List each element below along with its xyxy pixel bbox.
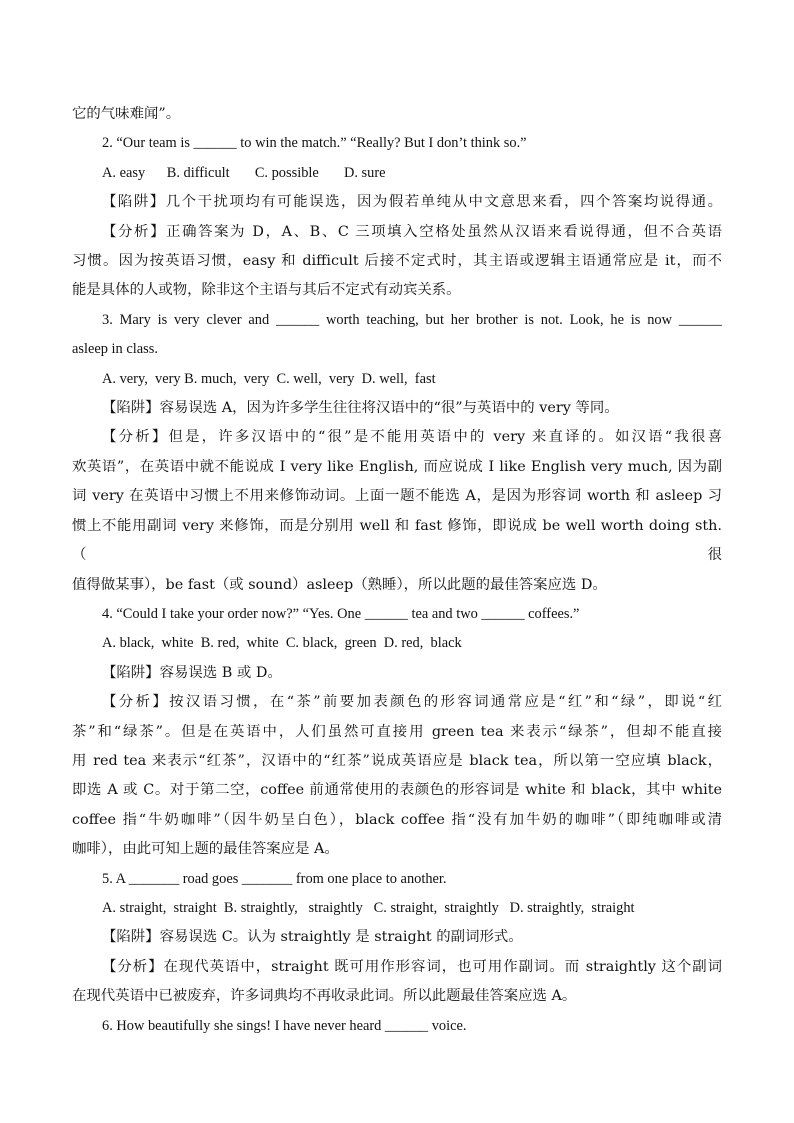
question-3-options: A. very, very B. much, very C. well, very D. well, fast (102, 370, 436, 387)
text-line: 它的气味难闻”。 (72, 106, 181, 122)
analysis-4-line-6: 咖啡），由此可知上题的最佳答案应是 A。 (72, 841, 339, 858)
analysis-3-line-4: 惯上不能用副词 very 来修饰，而是分别用 well 和 fast 修饰，即说成 be well worth doing sth.（很 (72, 517, 722, 564)
trap-note-3: 【陷阱】容易误选 A，因为许多学生往往将汉语中的“很”与英语中的 very 等同。 (102, 400, 619, 417)
analysis-5-line-2: 在现代英语中已被废弃，许多词典均不再收录此词。所以此题最佳答案应选 A。 (72, 988, 577, 1005)
analysis-2-line-3: 能是具体的人或物，除非这个主语与其后不定式有动宾关系。 (72, 282, 461, 299)
question-5: 5. A _______ road goes _______ from one place to another. (102, 870, 447, 887)
analysis-4-line-2: 茶”和“绿茶”。但是在英语中，人们虽然可直接用 green tea 来表示“绿茶”，但却不能直接 (72, 723, 722, 740)
analysis-2-line-1: 【分析】正确答案为 D，A、B、C 三项填入空格处虽然从汉语来看说得通，但不合英语 (102, 223, 722, 240)
analysis-3-line-1: 【分析】但是，许多汉语中的“很”是不能用英语中的 very 来直译的。如汉语“我很喜 (102, 429, 722, 446)
question-4: 4. “Could I take your order now?” “Yes. One ______ tea and two ______ coffees.” (102, 605, 580, 622)
analysis-4-line-5: coffee 指“牛奶咖啡”（因牛奶呈白色），black coffee 指“没有加牛奶的咖啡”（即纯咖啡或清 (72, 811, 722, 828)
analysis-3-line-2: 欢英语”，在英语中就不能说成 I very like English, 而应说成 I like English very much, 因为副 (72, 458, 722, 475)
analysis-5-line-1: 【分析】在现代英语中，straight 既可用作形容词，也可用作副词。而 straightly 这个副词 (102, 958, 722, 975)
document-page (72, 100, 722, 1041)
analysis-3-line-5: 值得做某事），be fast（或 sound）asleep（熟睡），所以此题的最佳答案应选 D。 (72, 576, 607, 593)
question-6: 6. How beautifully she sings! I have never heard ______ voice. (102, 1017, 467, 1034)
question-3-line-2: asleep in class. (72, 341, 158, 358)
trap-note-5: 【陷阱】容易误选 C。认为 straightly 是 straight 的副词形式。 (102, 929, 523, 946)
analysis-4-line-3: 用 red tea 来表示“红茶”，汉语中的“红茶”说成英语应是 black tea，所以第一空应填 black， (72, 752, 722, 769)
question-3-line-1: 3. Mary is very clever and ______ worth teaching, but her brother is not. Look, he is now ______ (102, 311, 722, 328)
analysis-4-line-4: 即选 A 或 C。对于第二空，coffee 前通常使用的表颜色的形容词是 white 和 black，其中 white (72, 782, 722, 799)
trap-note-2: 【陷阱】几个干扰项均有可能误选，因为假若单纯从中文意思来看，四个答案均说得通。 (102, 194, 722, 211)
question-2-options: A. easy B. difficult C. possible D. sure (102, 164, 386, 181)
question-5-options: A. straight, straight B. straightly, straightly C. straight, straightly D. straightly, straight (102, 899, 635, 916)
analysis-4-line-1: 【分析】按汉语习惯，在“茶”前要加表颜色的形容词通常应是“红”和“绿”，即说“红 (102, 694, 722, 711)
question-4-options: A. black, white B. red, white C. black, green D. red, black (102, 635, 462, 652)
trap-note-4: 【陷阱】容易误选 B 或 D。 (102, 664, 282, 681)
analysis-3-line-3: 词 very 在英语中习惯上不用来修饰动词。上面一题不能选 A，是因为形容词 worth 和 asleep 习 (72, 488, 722, 505)
analysis-2-line-2: 习惯。因为按英语习惯，easy 和 difficult 后接不定式时，其主语或逻辑主语通常应是 it，而不 (72, 253, 722, 270)
question-2: 2. “Our team is ______ to win the match.” “Really? But I don’t think so.” (102, 135, 527, 152)
